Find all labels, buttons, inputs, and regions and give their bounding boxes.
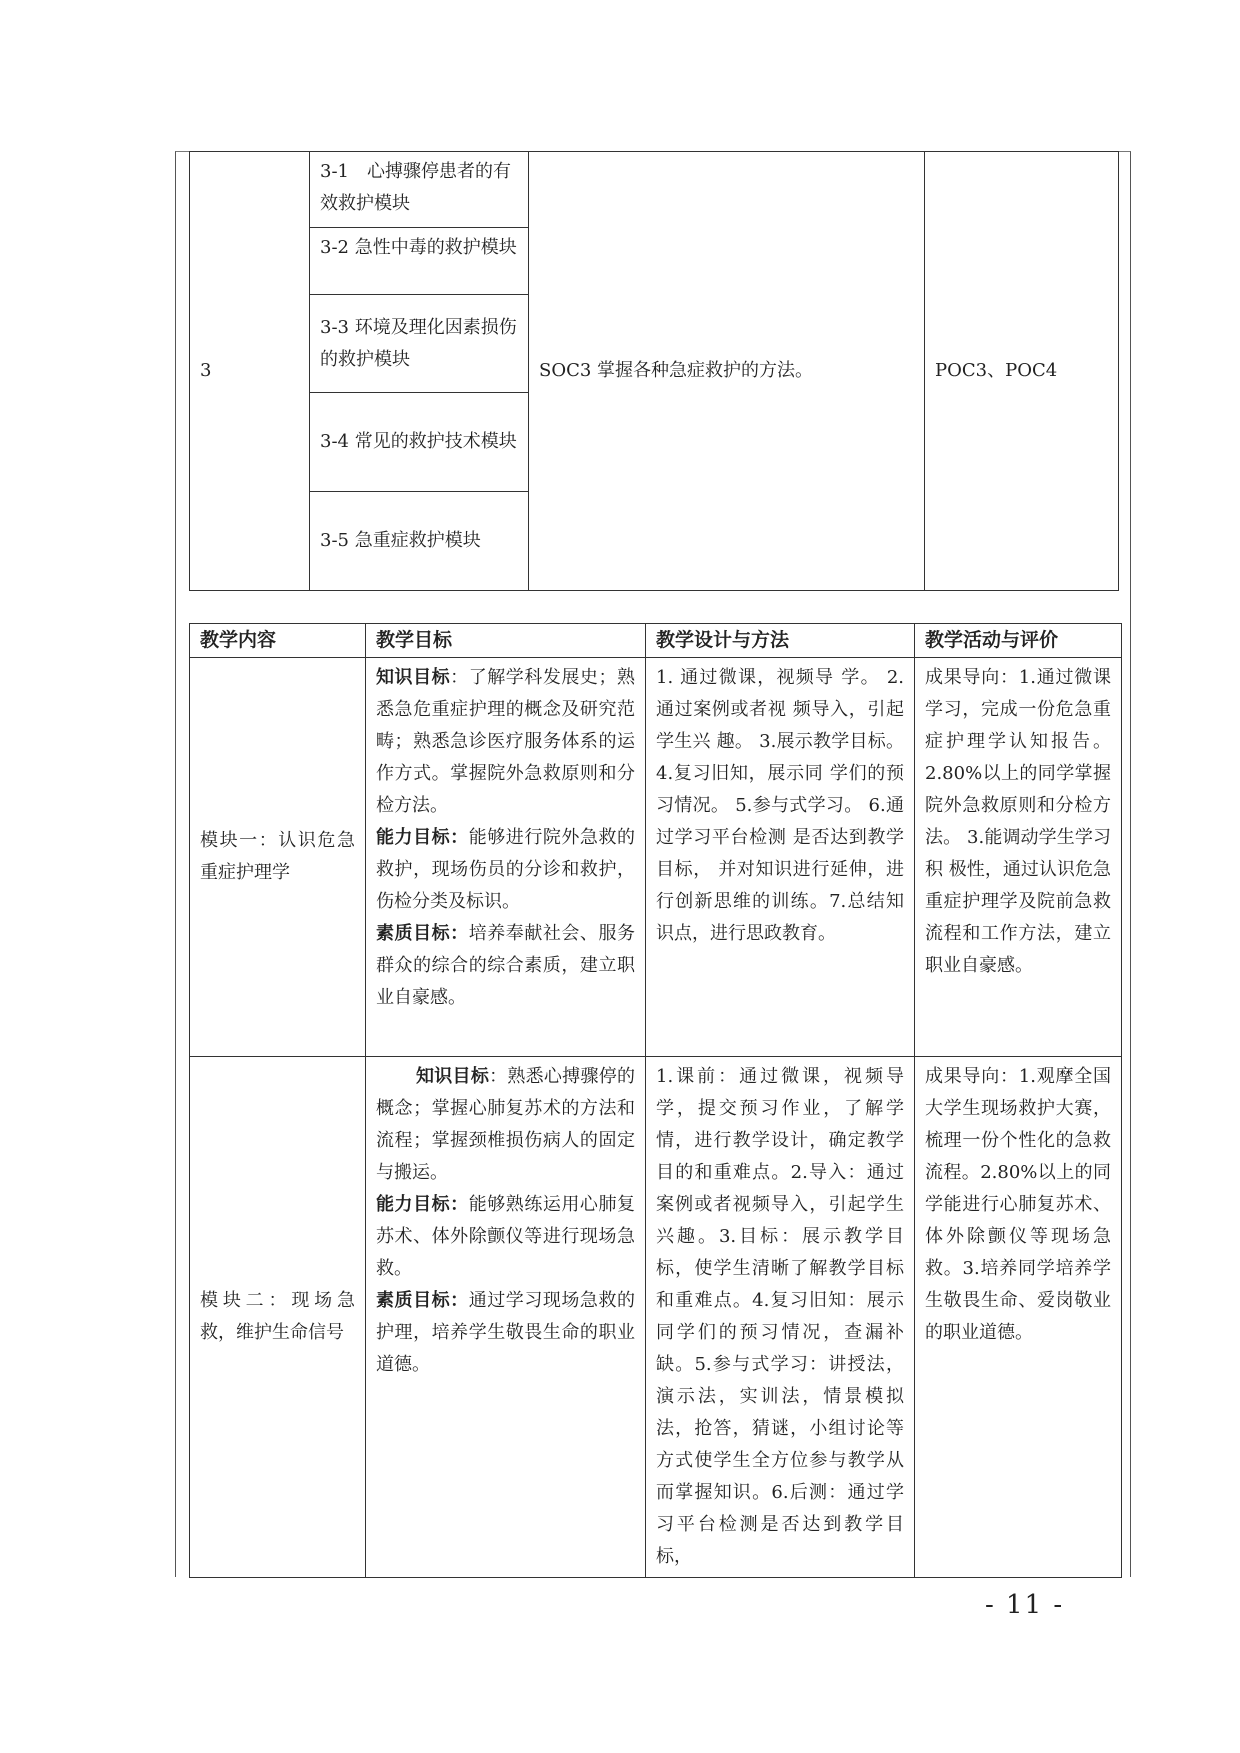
- course-objective-table: [189, 151, 1119, 591]
- module-design: 1.课前：通过微课，视频导学，提交预习作业，了解学情，进行教学设计，确定教学目的和重难点。2.导入：通过案例或者视频导入，引起学生兴趣。3.目标：展示教学目标，使学生清晰了解教学目标和重难点。4.复习旧知：展示同学们的预习情况，查漏补缺。5.参与式学习：讲授法，演示法，实训法，情景模拟法，抢答，猜谜，小组讨论等方式使学生全方位参与教学从而掌握知识。6.后测：通过学习平台检测是否达到教学目标，: [646, 1057, 915, 1578]
- table-row: [190, 658, 1122, 1057]
- module-item: 3-2 急性中毒的救护模块: [310, 228, 529, 295]
- header-design: 教学设计与方法: [646, 624, 915, 658]
- program-outcome: POC3、POC4: [925, 152, 1119, 591]
- goal-label: 能力目标：: [376, 827, 469, 848]
- goal-label: 素质目标：: [376, 923, 469, 944]
- goal-label: 知识目标: [376, 667, 451, 688]
- course-objective: SOC3 掌握各种急症救护的方法。: [529, 152, 925, 591]
- module-activity: 成果导向：1.通过微课学习，完成一份危急重症护理学认知报告。 2.80%以上的同学掌握院外急救原则和分检方法。 3.能调动学生学习积 极性，通过认识危急重症护理学及院前急救流程和工作方法，建立职业自豪感。: [915, 658, 1122, 1057]
- module-item: 3-1 心搏骤停患者的有效救护模块: [310, 152, 529, 228]
- module-activity: 成果导向：1.观摩全国大学生现场救护大赛，梳理一份个性化的急救流程。2.80%以上的同学能进行心肺复苏术、体外除颤仪等现场急救。3.培养同学培养学生敬畏生命、爱岗敬业的职业道德。: [915, 1057, 1122, 1578]
- teaching-plan-table: [189, 623, 1122, 1578]
- goal-text: 培养奉献社会、服务群众的综合的综合素质，建立职业自豪感。: [376, 923, 636, 1008]
- header-activity: 教学活动与评价: [915, 624, 1122, 658]
- header-content: 教学内容: [190, 624, 366, 658]
- goal-label: 能力目标：: [376, 1194, 469, 1215]
- goal-text: ：了解学科发展史；熟悉急危重症护理的概念及研究范畴；熟悉急诊医疗服务体系的运作方式。掌握院外急救原则和分检方法。: [376, 667, 636, 816]
- goal-label: 知识目标: [416, 1066, 490, 1087]
- module-item: 3-3 环境及理化因素损伤的救护模块: [310, 295, 529, 393]
- goal-text: ：熟悉心搏骤停的概念；掌握心肺复苏术的方法和流程；掌握颈椎损伤病人的固定与搬运。: [376, 1066, 636, 1183]
- module-design: 1. 通过微课，视频导 学。 2. 通过案例或者视 频导入，引起学生兴 趣。 3.展示教学目标。 4.复习旧知，展示同 学们的预习情况。 5.参与式学习。 6.通过学习平台检测 是否达到教学目标， 并对知识进行延伸，进行创新思维的训练。7.总结知识点，进行思政教育。: [646, 658, 915, 1057]
- goal-label: 素质目标：: [376, 1290, 469, 1311]
- module-content: 模块一：认识危急重症护理学: [190, 658, 366, 1057]
- goal-text: 能够进行院外急救的救护，现场伤员的分诊和救护，伤检分类及标识。: [376, 827, 636, 912]
- module-goals: [366, 658, 646, 1057]
- table-row: [190, 1057, 1122, 1578]
- module-content: 模块二：现场急救，维护生命信号: [190, 1057, 366, 1578]
- module-item: 3-5 急重症救护模块: [310, 492, 529, 591]
- goal-text: 通过学习现场急救的护理，培养学生敬畏生命的职业道德。: [376, 1290, 636, 1375]
- row-number: 3: [190, 152, 310, 591]
- module-goals: [366, 1057, 646, 1578]
- header-goals: 教学目标: [366, 624, 646, 658]
- page-number: - 11 -: [985, 1590, 1065, 1620]
- module-item: 3-4 常见的救护技术模块: [310, 393, 529, 492]
- goal-text: 能够熟练运用心肺复苏术、体外除颤仪等进行现场急救。: [376, 1194, 636, 1279]
